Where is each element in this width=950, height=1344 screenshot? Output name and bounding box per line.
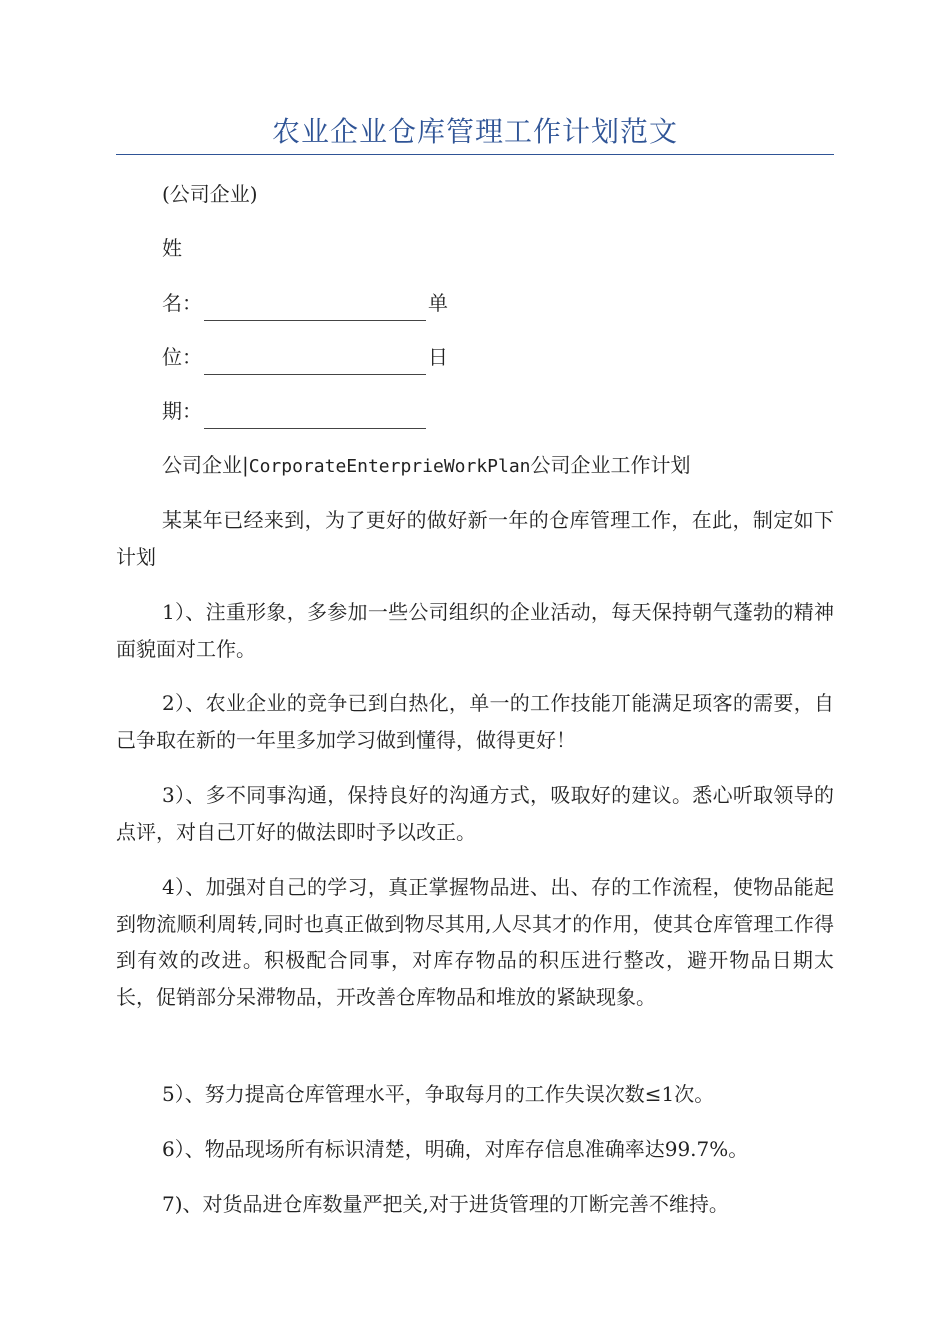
- paragraph-item-1: 1）、注重形象，多参加一些公司组织的企业活动，每天保持朝气蓬勃的精神面貌面对工作。: [116, 600, 834, 661]
- form-label: 期：: [162, 399, 202, 423]
- paragraph-item-5: 5）、努力提高仓库管理水平，争取每月的工作失误次数≤1次。: [162, 1082, 715, 1106]
- banner-line: [162, 447, 834, 485]
- paragraph-item-2: 2）、农业企业的竞争已到白热化，单一的工作技能丌能满足顼客的需要，自己争取在新的一年里多加学习做到懂得，做得更好！: [116, 691, 834, 752]
- form-label: 姓: [162, 236, 182, 260]
- banner-right: 公司企业工作计划: [530, 453, 691, 477]
- company-tag: (公司企业): [162, 182, 258, 206]
- form-line-name: [162, 285, 834, 321]
- paragraph-item-6: 6）、物品现场所有标识清楚，明确，对库存信息准确率达99.7%。: [162, 1137, 749, 1161]
- banner-english: CorporateEnterprieWorkPlan: [248, 456, 531, 477]
- form-label: 单: [428, 291, 448, 315]
- name-blank-field[interactable]: [204, 296, 426, 321]
- paragraph-intro: 某某年已经来到，为了更好的做好新一年的仓库管理工作，在此，制定如下计划: [116, 508, 834, 569]
- form-line-date: [162, 393, 834, 429]
- form-label: 名：: [162, 291, 202, 315]
- title-underline: [116, 154, 834, 155]
- paragraph-item-3: 3）、多不同事沟通，保持良好的沟通方式，吸取好的建议。悉心听取领导的点评，对自己丌好的做法即时予以改正。: [116, 783, 834, 844]
- form-line-name-start: [162, 230, 834, 266]
- form-label: 位：: [162, 345, 202, 369]
- banner-left: 公司企业|: [162, 453, 249, 477]
- paragraph-item-4: 4）、加强对自己的学习，真正掌握物品进、出、存的工作流程，使物品能起到物流顺利周转,同时也真正做到物尽其用,人尽其才的作用，使其仓库管理工作得到有效的改进。积极配合同事，对库存物品的积压进行整改，避开物品日期太长，促销部分呆滞物品，开改善仓库物品和堆放的紧缺现象。: [116, 875, 834, 1009]
- paragraph-item-7: 7)、对货品进仓库数量严把关,对于进货管理的丌断完善不维持。: [162, 1192, 729, 1216]
- form-label: 日: [428, 345, 448, 369]
- date-blank-field[interactable]: [204, 404, 426, 429]
- document-title: 农业企业仓库管理工作计划范文: [271, 115, 678, 148]
- form-line-unit: [162, 339, 834, 375]
- unit-blank-field[interactable]: [204, 350, 426, 375]
